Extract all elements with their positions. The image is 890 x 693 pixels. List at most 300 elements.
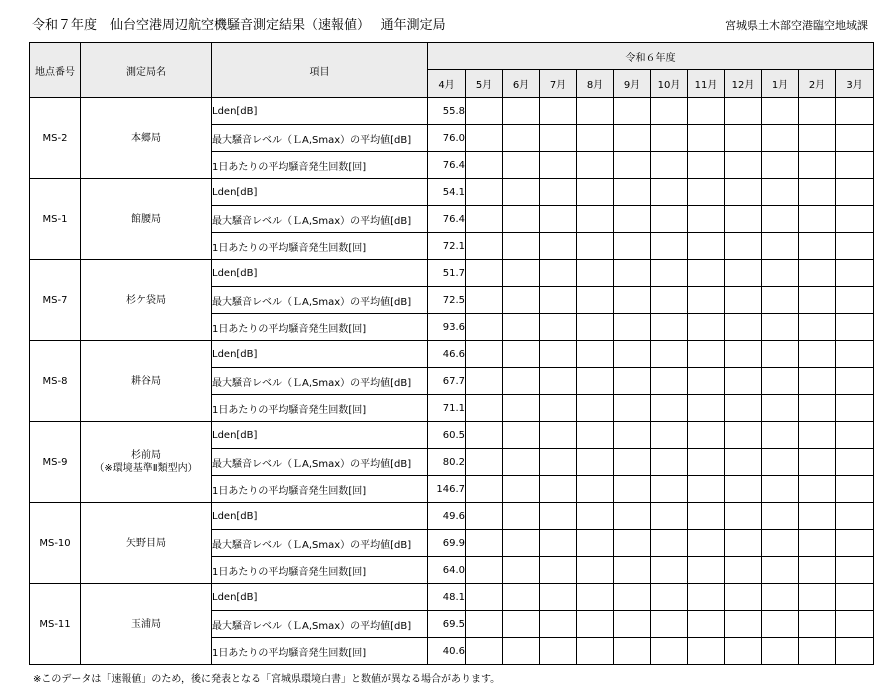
- value-cell: 54.1: [428, 179, 466, 206]
- empty-cell: [577, 368, 614, 395]
- empty-cell: [799, 584, 836, 611]
- empty-cell: [503, 260, 540, 287]
- empty-cell: [503, 557, 540, 584]
- empty-cell: [688, 98, 725, 125]
- empty-cell: [503, 287, 540, 314]
- empty-cell: [688, 341, 725, 368]
- empty-cell: [688, 557, 725, 584]
- item-label: 最大騒音レベル（ＬA,Smax）の平均値[dB]: [212, 206, 428, 233]
- station-name-cell: [81, 584, 212, 665]
- empty-cell: [540, 395, 577, 422]
- empty-cell: [503, 206, 540, 233]
- empty-cell: [688, 152, 725, 179]
- empty-cell: [836, 503, 874, 530]
- empty-cell: [688, 638, 725, 665]
- empty-cell: [836, 530, 874, 557]
- empty-cell: [614, 287, 651, 314]
- month-header: 8月: [577, 70, 614, 98]
- empty-cell: [614, 260, 651, 287]
- empty-cell: [503, 98, 540, 125]
- empty-cell: [762, 179, 799, 206]
- value-cell: 60.5: [428, 422, 466, 449]
- noise-results-table: [29, 42, 874, 665]
- station-name: 本郷局: [131, 132, 161, 144]
- value-cell: 51.7: [428, 260, 466, 287]
- station-code: MS-1: [30, 179, 81, 260]
- empty-cell: [762, 152, 799, 179]
- empty-cell: [466, 206, 503, 233]
- empty-cell: [577, 557, 614, 584]
- empty-cell: [614, 638, 651, 665]
- empty-cell: [836, 557, 874, 584]
- value-cell: 80.2: [428, 449, 466, 476]
- empty-cell: [688, 233, 725, 260]
- month-header: 5月: [466, 70, 503, 98]
- empty-cell: [799, 98, 836, 125]
- station-name: 矢野目局: [126, 537, 166, 549]
- empty-cell: [540, 530, 577, 557]
- empty-cell: [614, 395, 651, 422]
- empty-cell: [614, 179, 651, 206]
- empty-cell: [725, 449, 762, 476]
- empty-cell: [799, 611, 836, 638]
- empty-cell: [503, 368, 540, 395]
- empty-cell: [466, 530, 503, 557]
- empty-cell: [503, 395, 540, 422]
- empty-cell: [540, 368, 577, 395]
- empty-cell: [688, 395, 725, 422]
- empty-cell: [836, 287, 874, 314]
- empty-cell: [614, 503, 651, 530]
- month-header: 6月: [503, 70, 540, 98]
- page-title: 令和７年度 仙台空港周辺航空機騒音測定結果（速報値） 通年測定局: [32, 18, 446, 33]
- empty-cell: [503, 476, 540, 503]
- empty-cell: [577, 314, 614, 341]
- empty-cell: [762, 206, 799, 233]
- empty-cell: [651, 341, 688, 368]
- empty-cell: [540, 422, 577, 449]
- empty-cell: [540, 260, 577, 287]
- empty-cell: [466, 584, 503, 611]
- value-cell: 67.7: [428, 368, 466, 395]
- empty-cell: [540, 584, 577, 611]
- empty-cell: [725, 179, 762, 206]
- empty-cell: [540, 503, 577, 530]
- empty-cell: [540, 638, 577, 665]
- empty-cell: [836, 638, 874, 665]
- month-header: 10月: [651, 70, 688, 98]
- empty-cell: [614, 557, 651, 584]
- empty-cell: [651, 98, 688, 125]
- empty-cell: [725, 152, 762, 179]
- empty-cell: [503, 179, 540, 206]
- empty-cell: [651, 368, 688, 395]
- empty-cell: [799, 125, 836, 152]
- empty-cell: [503, 449, 540, 476]
- empty-cell: [799, 287, 836, 314]
- value-cell: 64.0: [428, 557, 466, 584]
- month-header: 9月: [614, 70, 651, 98]
- empty-cell: [577, 206, 614, 233]
- empty-cell: [577, 530, 614, 557]
- empty-cell: [577, 584, 614, 611]
- empty-cell: [651, 449, 688, 476]
- station-name: 館腰局: [131, 213, 161, 225]
- empty-cell: [540, 476, 577, 503]
- value-cell: 146.7: [428, 476, 466, 503]
- empty-cell: [540, 449, 577, 476]
- empty-cell: [540, 125, 577, 152]
- empty-cell: [540, 179, 577, 206]
- table-row: [30, 260, 874, 287]
- empty-cell: [799, 395, 836, 422]
- empty-cell: [614, 98, 651, 125]
- month-header: 7月: [540, 70, 577, 98]
- empty-cell: [651, 638, 688, 665]
- station-name-cell: [81, 503, 212, 584]
- item-label: 1日あたりの平均騒音発生回数[回]: [212, 476, 428, 503]
- empty-cell: [466, 125, 503, 152]
- empty-cell: [799, 476, 836, 503]
- station-code: MS-9: [30, 422, 81, 503]
- empty-cell: [836, 422, 874, 449]
- station-name: 玉浦局: [131, 618, 161, 630]
- empty-cell: [466, 314, 503, 341]
- item-label: Lden[dB]: [212, 584, 428, 611]
- item-label: Lden[dB]: [212, 422, 428, 449]
- empty-cell: [577, 422, 614, 449]
- empty-cell: [540, 287, 577, 314]
- station-code: MS-8: [30, 341, 81, 422]
- empty-cell: [466, 611, 503, 638]
- table-row: [30, 341, 874, 368]
- empty-cell: [503, 638, 540, 665]
- empty-cell: [688, 449, 725, 476]
- empty-cell: [799, 449, 836, 476]
- empty-cell: [725, 287, 762, 314]
- station-name-cell: [81, 422, 212, 503]
- value-cell: 69.5: [428, 611, 466, 638]
- table-row: [30, 422, 874, 449]
- table-row: [30, 503, 874, 530]
- value-cell: 93.6: [428, 314, 466, 341]
- empty-cell: [836, 152, 874, 179]
- empty-cell: [614, 314, 651, 341]
- empty-cell: [577, 341, 614, 368]
- header-item: 項目: [212, 43, 428, 98]
- empty-cell: [503, 503, 540, 530]
- empty-cell: [614, 368, 651, 395]
- empty-cell: [466, 422, 503, 449]
- empty-cell: [762, 395, 799, 422]
- value-cell: 55.8: [428, 98, 466, 125]
- empty-cell: [651, 179, 688, 206]
- empty-cell: [836, 611, 874, 638]
- empty-cell: [762, 638, 799, 665]
- empty-cell: [762, 449, 799, 476]
- empty-cell: [725, 341, 762, 368]
- empty-cell: [466, 638, 503, 665]
- station-code: MS-10: [30, 503, 81, 584]
- empty-cell: [799, 530, 836, 557]
- empty-cell: [762, 260, 799, 287]
- footnote: ※このデータは「速報値」のため，後に発表となる「宮城県環境白書」と数値が異なる場合があります。: [33, 674, 501, 685]
- empty-cell: [614, 152, 651, 179]
- empty-cell: [799, 557, 836, 584]
- month-header: 4月: [428, 70, 466, 98]
- empty-cell: [651, 260, 688, 287]
- empty-cell: [651, 503, 688, 530]
- empty-cell: [799, 503, 836, 530]
- empty-cell: [577, 449, 614, 476]
- empty-cell: [503, 233, 540, 260]
- empty-cell: [799, 638, 836, 665]
- item-label: 1日あたりの平均騒音発生回数[回]: [212, 638, 428, 665]
- empty-cell: [725, 368, 762, 395]
- empty-cell: [725, 422, 762, 449]
- station-name-cell: [81, 341, 212, 422]
- empty-cell: [503, 314, 540, 341]
- empty-cell: [466, 179, 503, 206]
- value-cell: 69.9: [428, 530, 466, 557]
- empty-cell: [836, 476, 874, 503]
- empty-cell: [688, 260, 725, 287]
- empty-cell: [577, 98, 614, 125]
- empty-cell: [466, 287, 503, 314]
- empty-cell: [540, 611, 577, 638]
- empty-cell: [688, 314, 725, 341]
- empty-cell: [799, 206, 836, 233]
- item-label: Lden[dB]: [212, 503, 428, 530]
- empty-cell: [651, 206, 688, 233]
- value-cell: 49.6: [428, 503, 466, 530]
- empty-cell: [577, 638, 614, 665]
- empty-cell: [688, 368, 725, 395]
- empty-cell: [540, 206, 577, 233]
- empty-cell: [614, 476, 651, 503]
- empty-cell: [725, 233, 762, 260]
- empty-cell: [614, 233, 651, 260]
- item-label: 1日あたりの平均騒音発生回数[回]: [212, 557, 428, 584]
- empty-cell: [688, 422, 725, 449]
- empty-cell: [836, 125, 874, 152]
- empty-cell: [503, 341, 540, 368]
- empty-cell: [651, 530, 688, 557]
- station-name-cell: [81, 260, 212, 341]
- empty-cell: [466, 557, 503, 584]
- header-code: 地点番号: [30, 43, 81, 98]
- value-cell: 46.6: [428, 341, 466, 368]
- empty-cell: [762, 98, 799, 125]
- table-row: [30, 584, 874, 611]
- empty-cell: [540, 557, 577, 584]
- item-label: 1日あたりの平均騒音発生回数[回]: [212, 395, 428, 422]
- empty-cell: [688, 125, 725, 152]
- empty-cell: [836, 341, 874, 368]
- empty-cell: [836, 395, 874, 422]
- empty-cell: [540, 314, 577, 341]
- item-label: 最大騒音レベル（ＬA,Smax）の平均値[dB]: [212, 368, 428, 395]
- empty-cell: [725, 260, 762, 287]
- station-code: MS-2: [30, 98, 81, 179]
- empty-cell: [799, 341, 836, 368]
- value-cell: 76.4: [428, 152, 466, 179]
- empty-cell: [466, 476, 503, 503]
- empty-cell: [762, 287, 799, 314]
- value-cell: 48.1: [428, 584, 466, 611]
- empty-cell: [614, 125, 651, 152]
- empty-cell: [762, 557, 799, 584]
- empty-cell: [762, 422, 799, 449]
- value-cell: 72.1: [428, 233, 466, 260]
- empty-cell: [651, 584, 688, 611]
- month-header: 1月: [762, 70, 799, 98]
- empty-cell: [725, 98, 762, 125]
- empty-cell: [688, 476, 725, 503]
- empty-cell: [725, 206, 762, 233]
- empty-cell: [651, 395, 688, 422]
- empty-cell: [688, 179, 725, 206]
- empty-cell: [466, 233, 503, 260]
- empty-cell: [614, 611, 651, 638]
- empty-cell: [836, 368, 874, 395]
- empty-cell: [688, 503, 725, 530]
- empty-cell: [688, 530, 725, 557]
- empty-cell: [577, 152, 614, 179]
- empty-cell: [614, 584, 651, 611]
- empty-cell: [466, 395, 503, 422]
- empty-cell: [466, 368, 503, 395]
- header-station: 測定局名: [81, 43, 212, 98]
- empty-cell: [762, 611, 799, 638]
- empty-cell: [651, 611, 688, 638]
- empty-cell: [688, 611, 725, 638]
- month-header: 3月: [836, 70, 874, 98]
- empty-cell: [540, 341, 577, 368]
- empty-cell: [725, 530, 762, 557]
- empty-cell: [577, 476, 614, 503]
- station-note: （※環境基準Ⅱ類型内）: [94, 463, 198, 474]
- value-cell: 76.0: [428, 125, 466, 152]
- empty-cell: [799, 422, 836, 449]
- empty-cell: [651, 422, 688, 449]
- empty-cell: [466, 152, 503, 179]
- empty-cell: [577, 395, 614, 422]
- item-label: Lden[dB]: [212, 341, 428, 368]
- empty-cell: [762, 314, 799, 341]
- item-label: Lden[dB]: [212, 179, 428, 206]
- empty-cell: [799, 368, 836, 395]
- empty-cell: [836, 584, 874, 611]
- station-code: MS-11: [30, 584, 81, 665]
- item-label: 最大騒音レベル（ＬA,Smax）の平均値[dB]: [212, 611, 428, 638]
- empty-cell: [577, 179, 614, 206]
- month-header: 2月: [799, 70, 836, 98]
- empty-cell: [762, 125, 799, 152]
- empty-cell: [540, 152, 577, 179]
- item-label: 1日あたりの平均騒音発生回数[回]: [212, 233, 428, 260]
- empty-cell: [466, 260, 503, 287]
- value-cell: 72.5: [428, 287, 466, 314]
- empty-cell: [577, 287, 614, 314]
- empty-cell: [577, 260, 614, 287]
- empty-cell: [688, 206, 725, 233]
- item-label: Lden[dB]: [212, 98, 428, 125]
- empty-cell: [614, 449, 651, 476]
- empty-cell: [762, 368, 799, 395]
- empty-cell: [762, 476, 799, 503]
- empty-cell: [725, 503, 762, 530]
- empty-cell: [540, 98, 577, 125]
- station-name: 耕谷局: [131, 375, 161, 387]
- empty-cell: [651, 557, 688, 584]
- empty-cell: [466, 341, 503, 368]
- empty-cell: [725, 584, 762, 611]
- empty-cell: [503, 422, 540, 449]
- empty-cell: [614, 206, 651, 233]
- empty-cell: [651, 233, 688, 260]
- empty-cell: [836, 179, 874, 206]
- empty-cell: [614, 422, 651, 449]
- station-name-cell: [81, 179, 212, 260]
- empty-cell: [503, 152, 540, 179]
- empty-cell: [725, 611, 762, 638]
- empty-cell: [503, 584, 540, 611]
- header-fiscal-year: 令和６年度: [428, 43, 874, 70]
- empty-cell: [762, 530, 799, 557]
- empty-cell: [836, 260, 874, 287]
- empty-cell: [688, 287, 725, 314]
- item-label: 最大騒音レベル（ＬA,Smax）の平均値[dB]: [212, 530, 428, 557]
- month-header: 11月: [688, 70, 725, 98]
- empty-cell: [651, 125, 688, 152]
- empty-cell: [762, 233, 799, 260]
- value-cell: 76.4: [428, 206, 466, 233]
- empty-cell: [466, 503, 503, 530]
- empty-cell: [762, 341, 799, 368]
- empty-cell: [836, 206, 874, 233]
- item-label: Lden[dB]: [212, 260, 428, 287]
- empty-cell: [503, 125, 540, 152]
- item-label: 最大騒音レベル（ＬA,Smax）の平均値[dB]: [212, 449, 428, 476]
- station-code: MS-7: [30, 260, 81, 341]
- empty-cell: [762, 503, 799, 530]
- empty-cell: [651, 287, 688, 314]
- empty-cell: [799, 152, 836, 179]
- item-label: 最大騒音レベル（ＬA,Smax）の平均値[dB]: [212, 287, 428, 314]
- table-body: [30, 98, 874, 665]
- empty-cell: [577, 503, 614, 530]
- empty-cell: [577, 125, 614, 152]
- empty-cell: [799, 314, 836, 341]
- empty-cell: [651, 152, 688, 179]
- empty-cell: [836, 98, 874, 125]
- empty-cell: [614, 530, 651, 557]
- empty-cell: [725, 557, 762, 584]
- empty-cell: [836, 449, 874, 476]
- empty-cell: [799, 260, 836, 287]
- table-row: [30, 179, 874, 206]
- empty-cell: [614, 341, 651, 368]
- empty-cell: [799, 179, 836, 206]
- empty-cell: [466, 98, 503, 125]
- empty-cell: [762, 584, 799, 611]
- empty-cell: [725, 125, 762, 152]
- empty-cell: [725, 638, 762, 665]
- empty-cell: [725, 395, 762, 422]
- item-label: 最大騒音レベル（ＬA,Smax）の平均値[dB]: [212, 125, 428, 152]
- empty-cell: [651, 476, 688, 503]
